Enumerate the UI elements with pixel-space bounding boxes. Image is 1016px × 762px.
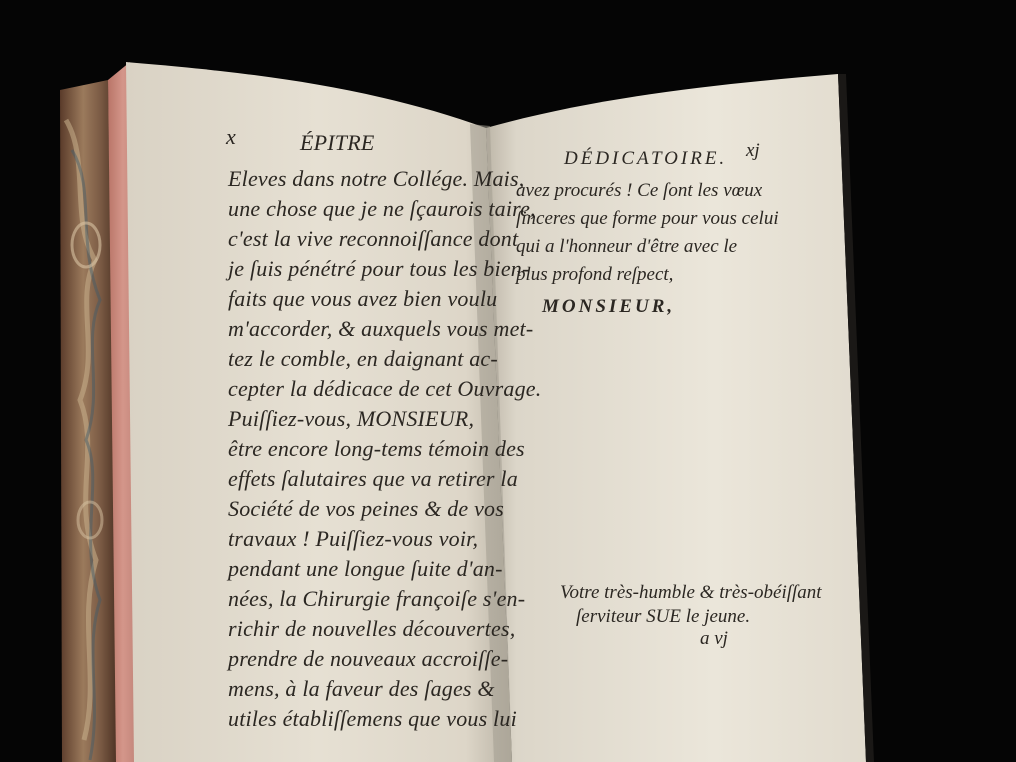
left-text-line: richir de nouvelles découvertes, xyxy=(228,616,516,641)
right-running-header: DÉDICATOIRE. xyxy=(564,148,728,169)
left-page-number: x xyxy=(226,124,236,149)
left-text-line: tez le comble, en daignant ac- xyxy=(228,346,498,371)
left-text-line: pendant une longue ſuite d'an- xyxy=(228,556,503,581)
signature-mark: a vj xyxy=(700,628,728,649)
right-text-line: avez procurés ! Ce ſont les vœux xyxy=(516,180,763,201)
closing-signature: ſerviteur SUE le jeune. xyxy=(576,606,751,627)
left-text-line: effets ſalutaires que va retirer la xyxy=(228,466,518,491)
right-page xyxy=(486,74,866,762)
right-text-line: plus profond reſpect, xyxy=(516,264,674,285)
right-page-number: xj xyxy=(746,140,760,161)
left-text-line: Société de vos peines & de vos xyxy=(228,496,505,521)
left-text-line: Puiſſiez-vous, MONSIEUR, xyxy=(228,406,475,431)
left-text-line: Eleves dans notre Collége. Mais, xyxy=(228,166,525,191)
salutation: MONSIEUR, xyxy=(542,296,676,317)
left-text-line: utiles établiſſemens que vous lui xyxy=(228,706,517,731)
left-text-line: une chose que je ne ſçaurois taire, xyxy=(228,196,536,221)
left-text-line: faits que vous avez bien voulu xyxy=(228,286,498,311)
left-running-header: ÉPITRE xyxy=(300,130,375,155)
left-text-line: être encore long-tems témoin des xyxy=(228,436,525,461)
left-text-line: prendre de nouveaux accroiſſe- xyxy=(228,646,509,671)
left-text-line: cepter la dédicace de cet Ouvrage. xyxy=(228,376,542,401)
left-text-line: c'est la vive reconnoiſſance dont xyxy=(228,226,519,251)
left-text-line: travaux ! Puiſſiez-vous voir, xyxy=(228,526,479,551)
right-text-line: ſinceres que forme pour vous celui xyxy=(516,208,779,229)
left-text-line: nées, la Chirurgie françoiſe s'en- xyxy=(228,586,526,611)
right-text-line: qui a l'honneur d'être avec le xyxy=(516,236,738,257)
left-text-line: je ſuis pénétré pour tous les bien- xyxy=(228,256,530,281)
closing-line: Votre très-humble & très-obéiſſant xyxy=(560,582,822,603)
left-text-line: m'accorder, & auxquels vous met- xyxy=(228,316,534,341)
left-text-line: mens, à la faveur des ſages & xyxy=(228,676,495,701)
